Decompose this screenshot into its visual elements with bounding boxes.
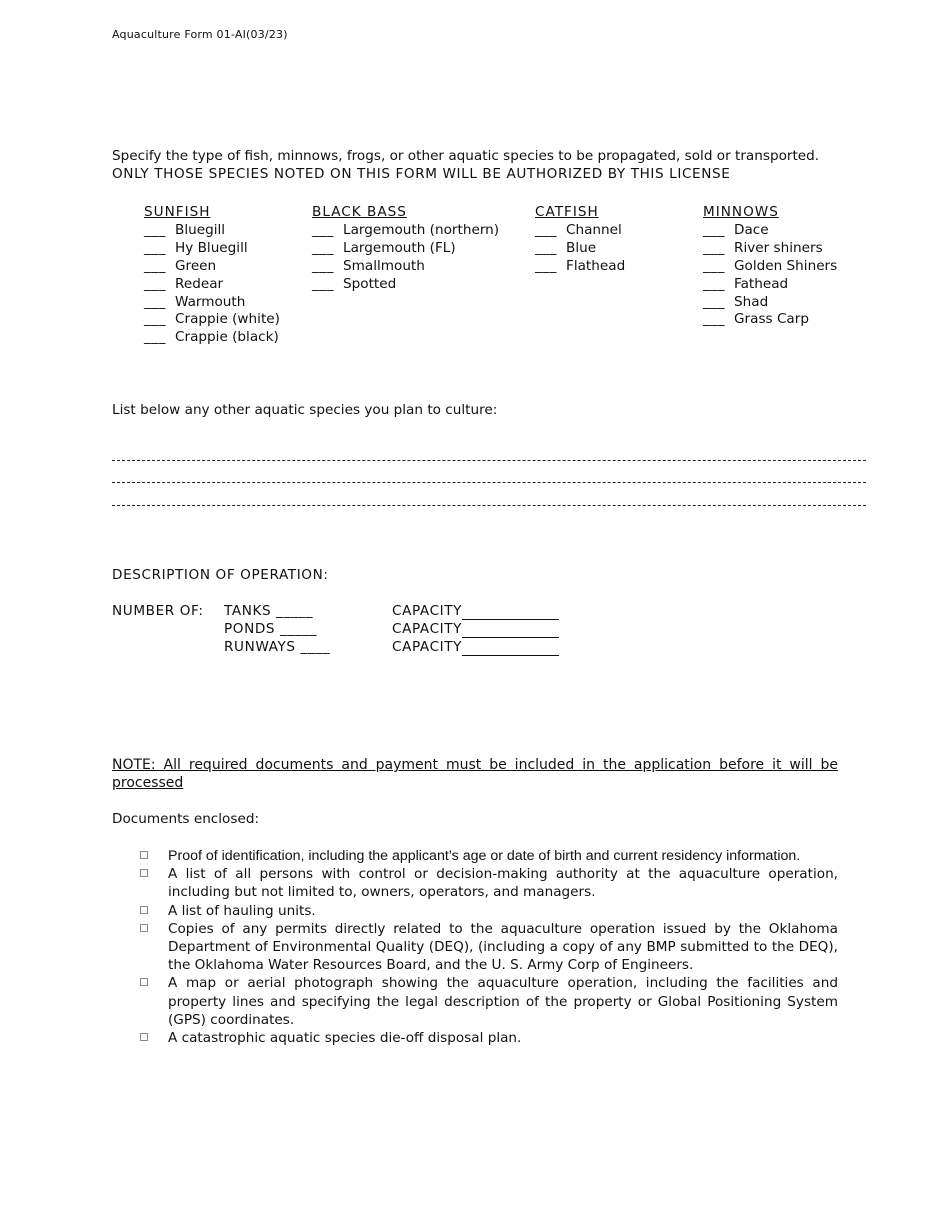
species-name: Largemouth (northern) xyxy=(343,221,500,238)
blank-marker: ___ xyxy=(144,311,166,328)
species-name: Grass Carp xyxy=(734,311,809,328)
capacity-label: CAPACITY xyxy=(392,638,463,655)
other-species-lines xyxy=(112,438,866,506)
runways-capacity-field[interactable] xyxy=(462,655,559,656)
blank-marker: ___ xyxy=(703,239,725,256)
blank-marker: ___ xyxy=(703,221,725,238)
species-name: River shiners xyxy=(734,239,823,256)
blank-marker: ___ xyxy=(535,221,557,238)
instructions xyxy=(112,147,819,183)
species-row[interactable] xyxy=(312,276,499,294)
other-species-label: List below any other aquatic species you plan to culture: xyxy=(112,402,498,418)
species-name: Shad xyxy=(734,293,769,310)
species-name: Crappie (black) xyxy=(175,329,279,346)
species-name: Golden Shiners xyxy=(734,257,838,274)
checkbox[interactable] xyxy=(140,978,148,986)
instructions-line: Specify the type of fish, minnows, frogs, or other aquatic species to be propagated, sold or transported. xyxy=(112,148,820,164)
blank-marker: ___ xyxy=(144,239,166,256)
species-name: Spotted xyxy=(343,275,397,292)
blank-marker: ___ xyxy=(144,221,166,238)
blank-marker: ___ xyxy=(312,275,334,292)
capacity-label: CAPACITY xyxy=(392,603,463,619)
species-name: Bluegill xyxy=(175,221,226,238)
document-text: A list of all persons with control or decision-making authority at the aquaculture operation, including but not limited to, owners, operators, and managers. xyxy=(168,866,838,901)
operation-heading: DESCRIPTION OF OPERATION: xyxy=(112,567,329,583)
blank-marker: ___ xyxy=(312,257,334,274)
species-name: Crappie (white) xyxy=(175,311,280,328)
tanks-capacity-field[interactable] xyxy=(462,619,559,620)
other-species-line-2[interactable] xyxy=(112,461,866,484)
document-text: Proof of identification, including the applicant’s age or date of birth and current residency information. xyxy=(168,848,801,864)
document-text: A list of hauling units. xyxy=(168,902,316,919)
document-item xyxy=(140,974,838,1029)
species-name: Green xyxy=(175,257,217,274)
species-row[interactable] xyxy=(144,276,280,294)
tanks-field[interactable]: TANKS _____ xyxy=(224,603,314,619)
species-row[interactable] xyxy=(703,294,837,312)
checkbox[interactable] xyxy=(140,906,148,914)
blank-marker: ___ xyxy=(703,311,725,328)
document-text: A catastrophic aquatic species die-off disposal plan. xyxy=(168,1030,522,1047)
species-row[interactable] xyxy=(144,311,280,329)
species-name: Smallmouth xyxy=(343,257,425,274)
species-row[interactable] xyxy=(535,240,625,258)
blank-marker: ___ xyxy=(535,239,557,256)
documents-label: Documents enclosed: xyxy=(112,811,260,827)
blank-marker: ___ xyxy=(144,257,166,274)
species-row[interactable] xyxy=(703,276,837,294)
checkbox[interactable] xyxy=(140,1033,148,1041)
document-item xyxy=(140,847,838,865)
capacity-label: CAPACITY xyxy=(392,620,463,637)
blank-marker: ___ xyxy=(144,293,166,310)
species-row[interactable] xyxy=(703,222,837,240)
species-row[interactable] xyxy=(312,240,499,258)
number-of-label: NUMBER OF: xyxy=(112,603,204,619)
document-item xyxy=(140,865,838,901)
species-row[interactable] xyxy=(535,222,625,240)
blank-marker: ___ xyxy=(703,275,725,292)
species-name: Largemouth (FL) xyxy=(343,239,456,256)
species-row[interactable] xyxy=(312,258,499,276)
species-row[interactable] xyxy=(144,240,280,258)
document-item xyxy=(140,920,838,975)
species-name: Warmouth xyxy=(175,293,246,310)
checkbox[interactable] xyxy=(140,924,148,932)
form-id: Aquaculture Form 01-AI(03/23) xyxy=(112,28,288,41)
document-text: A map or aerial photograph showing the aquaculture operation, including the facilities and property lines and specifying the legal description of the property or Global Positioning System (GPS) coordinates. xyxy=(168,975,838,1028)
other-species-line-3[interactable] xyxy=(112,483,866,506)
column-heading: BLACK BASS xyxy=(312,204,407,220)
ponds-field[interactable]: PONDS _____ xyxy=(224,620,318,637)
species-row[interactable] xyxy=(144,329,280,347)
species-name: Blue xyxy=(566,239,597,256)
species-column-black-bass xyxy=(312,204,499,294)
blank-marker: ___ xyxy=(703,293,725,310)
runways-field[interactable]: RUNWAYS ____ xyxy=(224,638,331,655)
species-name: Fathead xyxy=(734,275,789,292)
checkbox[interactable] xyxy=(140,851,148,859)
species-row[interactable] xyxy=(144,222,280,240)
blank-marker: ___ xyxy=(535,257,557,274)
species-row[interactable] xyxy=(703,240,837,258)
document-item xyxy=(140,1029,838,1047)
other-species-line-1[interactable] xyxy=(112,438,866,461)
species-row[interactable] xyxy=(144,294,280,312)
blank-marker: ___ xyxy=(144,275,166,292)
species-row[interactable] xyxy=(144,258,280,276)
column-heading: MINNOWS xyxy=(703,204,779,220)
species-row[interactable] xyxy=(703,311,837,329)
species-column-sunfish xyxy=(144,204,280,347)
license-notice: ONLY THOSE SPECIES NOTED ON THIS FORM WILL BE AUTHORIZED BY THIS LICENSE xyxy=(112,166,731,182)
required-documents-note: NOTE: All required documents and payment must be included in the application before it will be processed xyxy=(112,757,838,791)
checkbox[interactable] xyxy=(140,869,148,877)
species-row[interactable] xyxy=(703,258,837,276)
blank-marker: ___ xyxy=(144,329,166,346)
species-name: Hy Bluegill xyxy=(175,239,248,256)
species-name: Flathead xyxy=(566,257,626,274)
document-text: Copies of any permits directly related to the aquaculture operation issued by the Oklahoma Department of Environmental Quality (DEQ), (including a copy of any BMP submitted to the DEQ), the Oklahoma Water Resources Board, and the U. S. Army Corp of Engineers. xyxy=(168,920,838,974)
ponds-capacity-field[interactable] xyxy=(462,637,559,638)
blank-marker: ___ xyxy=(312,239,334,256)
species-name: Redear xyxy=(175,275,224,292)
species-column-catfish xyxy=(535,204,625,276)
species-row[interactable] xyxy=(535,258,625,276)
column-heading: SUNFISH xyxy=(144,204,211,220)
species-column-minnows xyxy=(703,204,837,329)
blank-marker: ___ xyxy=(703,257,725,274)
blank-marker: ___ xyxy=(312,221,334,238)
species-row[interactable] xyxy=(312,222,499,240)
documents-list xyxy=(140,847,838,1047)
species-name: Dace xyxy=(734,221,769,238)
species-name: Channel xyxy=(566,221,622,238)
column-heading: CATFISH xyxy=(535,204,599,220)
document-item xyxy=(140,902,838,920)
